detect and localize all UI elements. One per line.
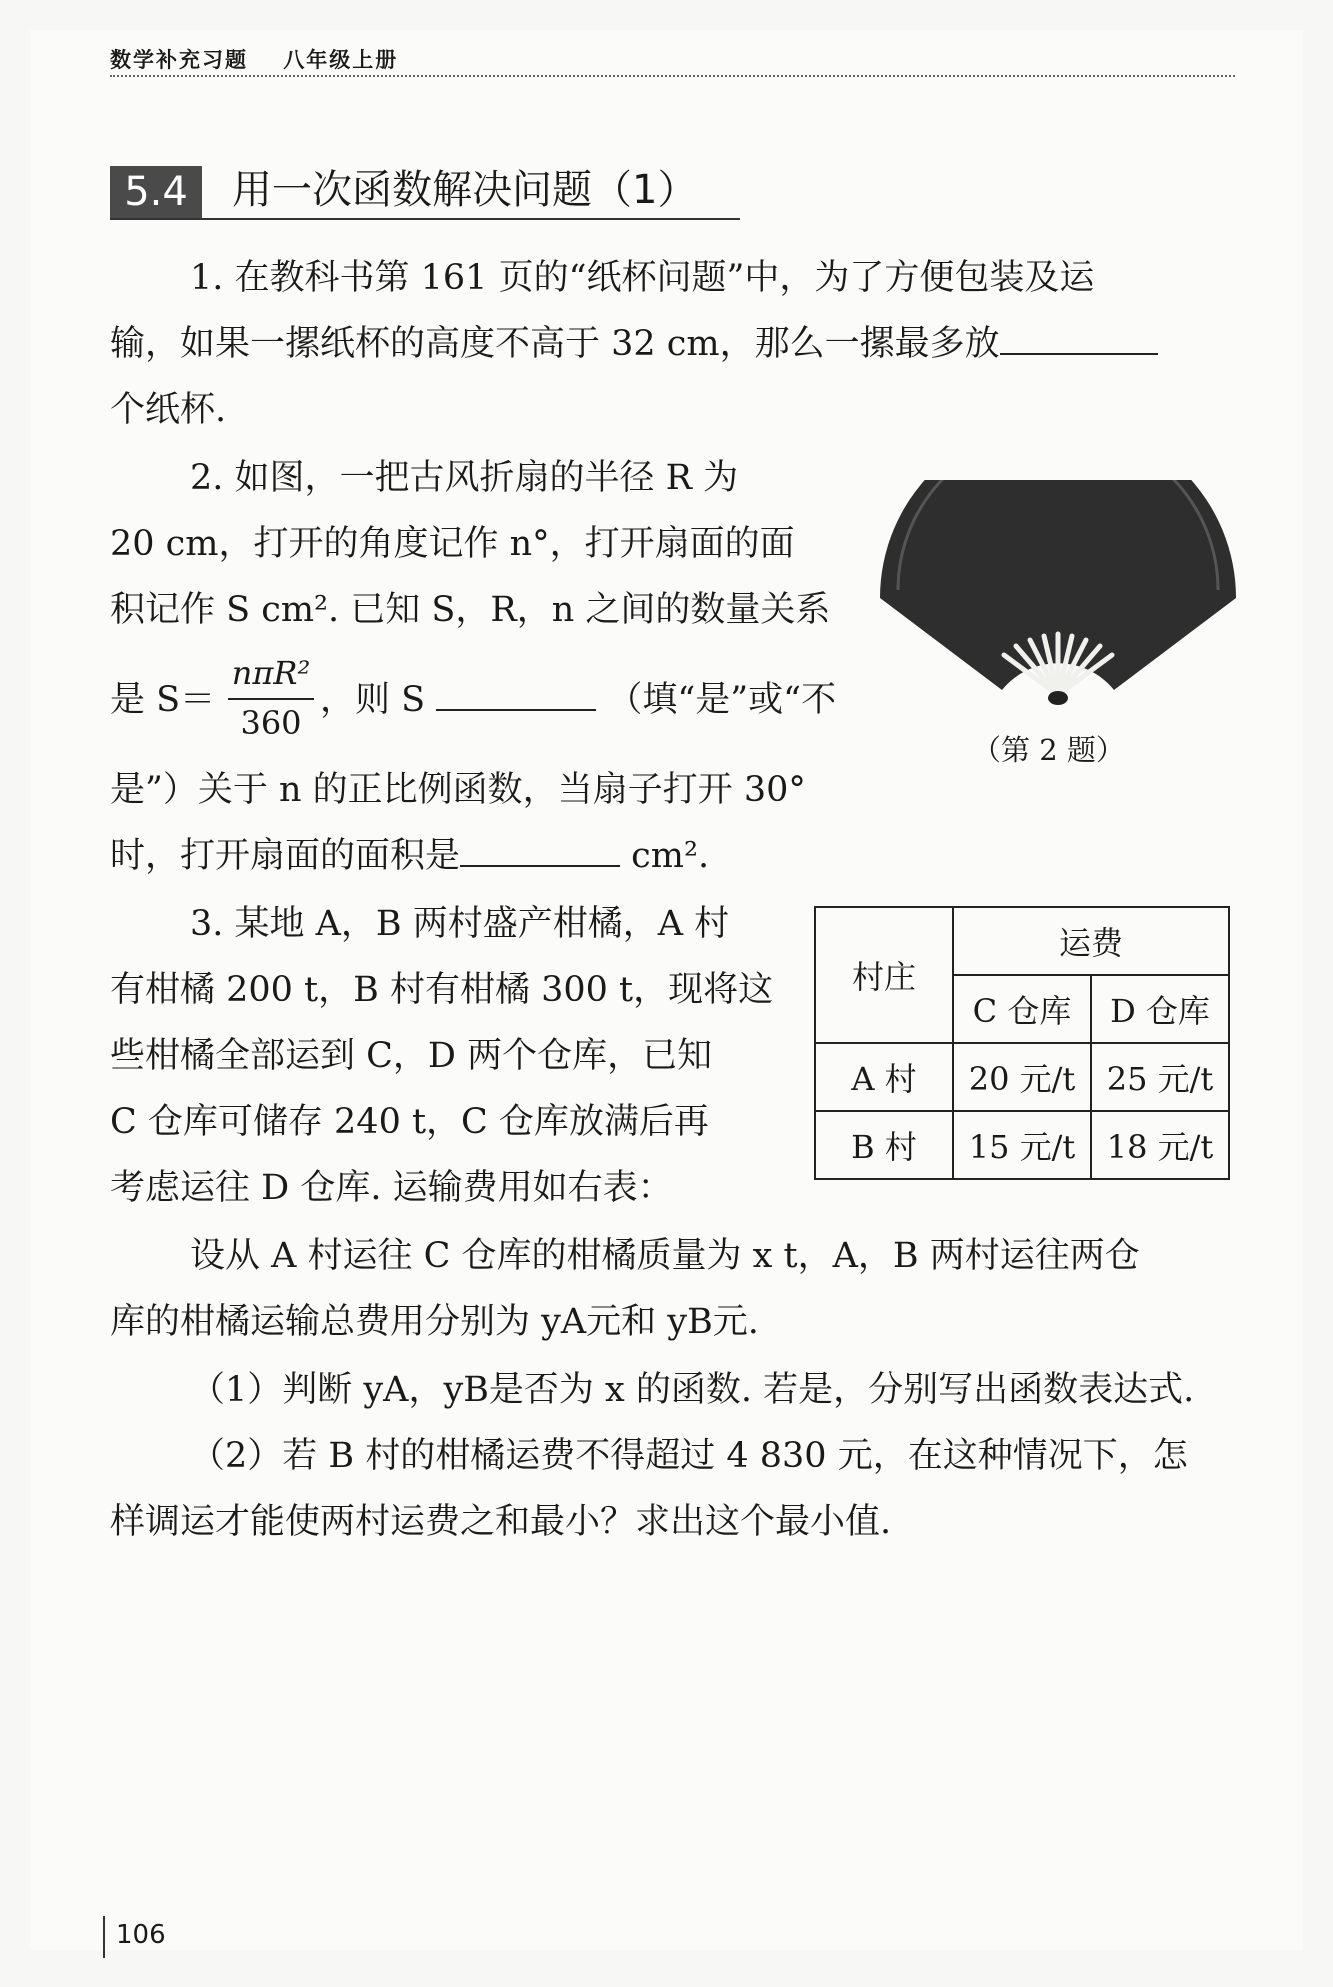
answer-blank-1[interactable]	[1000, 325, 1158, 355]
q3-line7: 库的柑橘运输总费用分别为 yA元和 yB元.	[110, 1302, 759, 1342]
q3-part1: （1）判断 yA，yB是否为 x 的函数. 若是，分别写出函数表达式.	[190, 1370, 1195, 1410]
q3-line5: 考虑运往 D 仓库. 运输费用如右表：	[110, 1168, 673, 1208]
q2-line1: 2. 如图，一把古风折扇的半径 R 为	[190, 458, 739, 498]
table-group-header: 运费	[953, 907, 1229, 975]
table-cell: B 村	[815, 1111, 953, 1179]
section-number: 5.4	[110, 166, 202, 218]
q2-line6-post: cm².	[631, 836, 710, 876]
q2-line4-mid: ，则 S	[320, 680, 426, 720]
table-col-d: D 仓库	[1091, 975, 1229, 1043]
q3-part2-line1: （2）若 B 村的柑橘运费不得超过 4 830 元，在这种情况下，怎	[190, 1436, 1188, 1476]
fraction-numerator-text: nπR²	[231, 654, 311, 692]
q3-line3: 些柑橘全部运到 C，D 两个仓库，已知	[110, 1036, 713, 1076]
q3-line2: 有柑橘 200 t，B 村有柑橘 300 t，现将这	[110, 970, 774, 1010]
q3-line4: C 仓库可储存 240 t，C 仓库放满后再	[110, 1102, 709, 1142]
q2-line4-pre: 是 S＝	[110, 680, 216, 720]
table-cell: 18 元/t	[1091, 1111, 1229, 1179]
page-number: 106	[116, 1920, 166, 1950]
header-rule	[110, 75, 1235, 77]
section-title: 用一次函数解决问题（1）	[232, 167, 698, 213]
freight-cost-table	[814, 906, 1230, 1180]
q1-line3: 个纸杯.	[110, 390, 227, 430]
fraction-denominator: 360	[240, 704, 302, 742]
grade-label: 八年级上册	[283, 48, 399, 72]
q1-line2	[110, 324, 1158, 364]
table-row	[815, 1043, 1229, 1111]
table-col-c: C 仓库	[953, 975, 1091, 1043]
q3-part2-line2: 样调运才能使两村运费之和最小？求出这个最小值.	[110, 1502, 892, 1542]
running-head	[110, 44, 424, 74]
table-cell: 25 元/t	[1091, 1043, 1229, 1111]
answer-blank-2[interactable]	[436, 681, 596, 711]
table-cell: 15 元/t	[953, 1111, 1091, 1179]
q2-line4-post: （填“是”或“不	[607, 680, 837, 720]
table-corner-header: 村庄	[815, 907, 953, 1043]
table-cell: A 村	[815, 1043, 953, 1111]
fraction-numerator	[228, 654, 314, 692]
book-title: 数学补充习题	[110, 48, 248, 72]
q1-line2-text: 输，如果一摞纸杯的高度不高于 32 cm，那么一摞最多放	[110, 324, 1000, 364]
figure-caption: （第 2 题）	[972, 733, 1125, 767]
q3-line1: 3. 某地 A，B 两村盛产柑橘，A 村	[190, 904, 730, 944]
section-rule	[110, 218, 740, 220]
fraction-bar	[228, 698, 314, 700]
q2-line2: 20 cm，打开的角度记作 n°，打开扇面的面	[110, 524, 795, 564]
q1-line1: 1. 在教科书第 161 页的“纸杯问题”中，为了方便包装及运	[190, 258, 1095, 298]
q2-line4	[320, 680, 836, 720]
q2-line3: 积记作 S cm². 已知 S，R，n 之间的数量关系	[110, 590, 831, 630]
folding-fan-illustration	[878, 480, 1238, 710]
q2-line6	[110, 836, 709, 876]
answer-blank-3[interactable]	[460, 837, 620, 867]
page-number-bar	[103, 1916, 105, 1958]
q2-line6-pre: 时，打开扇面的面积是	[110, 836, 461, 876]
table-cell: 20 元/t	[953, 1043, 1091, 1111]
q3-line6: 设从 A 村运往 C 仓库的柑橘质量为 x t，A，B 两村运往两仓	[190, 1236, 1140, 1276]
q2-line5: 是”）关于 n 的正比例函数，当扇子打开 30°	[110, 770, 806, 810]
table-row	[815, 1111, 1229, 1179]
